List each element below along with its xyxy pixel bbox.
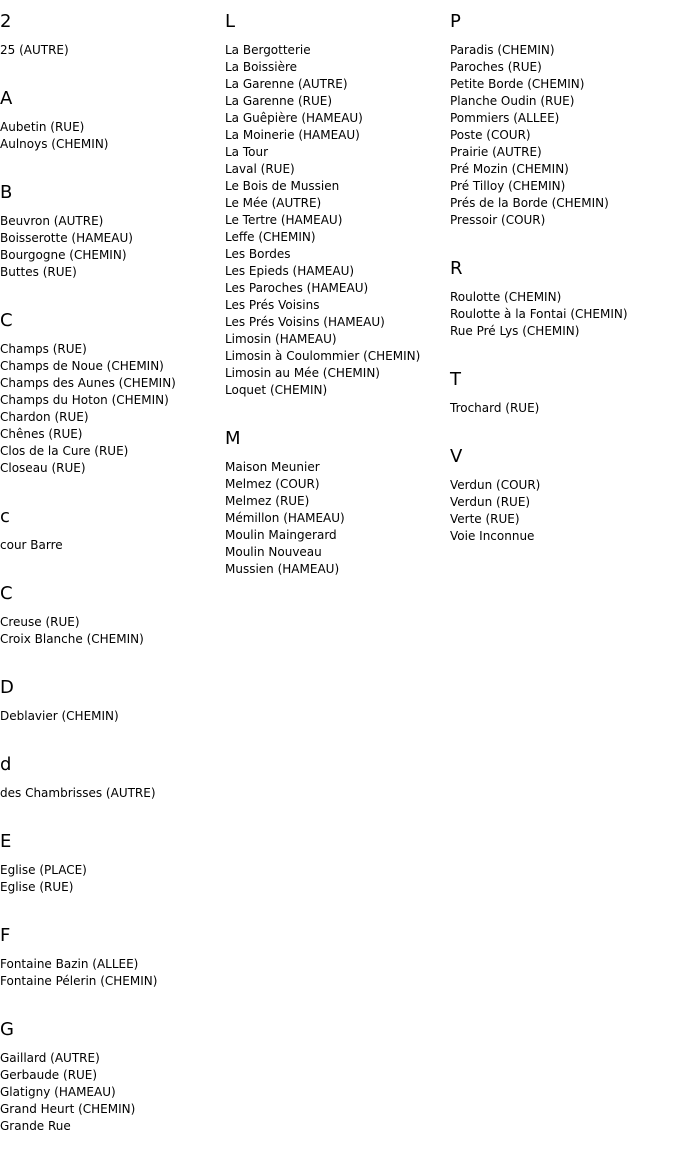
- letter-group: [0, 1019, 225, 1153]
- street-link[interactable]: Chênes (RUE): [0, 427, 83, 441]
- street-link[interactable]: Melmez (RUE): [225, 494, 310, 508]
- index-column-3: [450, 0, 675, 563]
- street-link[interactable]: 25 (AUTRE): [0, 43, 69, 57]
- street-link[interactable]: La Garenne (AUTRE): [225, 77, 348, 91]
- street-link[interactable]: Fontaine Pélerin (CHEMIN): [0, 974, 158, 988]
- street-list: [0, 119, 225, 153]
- group-spacer: [0, 802, 225, 820]
- street-link[interactable]: Petite Borde (CHEMIN): [450, 77, 585, 91]
- group-spacer: [450, 417, 675, 435]
- index-column-1: [0, 0, 225, 1153]
- letter-group: [0, 182, 225, 299]
- street-list: [0, 341, 225, 477]
- street-link[interactable]: Grand Heurt (CHEMIN): [0, 1102, 136, 1116]
- street-link[interactable]: Roulotte à la Fontai (CHEMIN): [450, 307, 628, 321]
- street-link[interactable]: Laval (RUE): [225, 162, 295, 176]
- letter-heading: M: [225, 428, 241, 449]
- street-link[interactable]: Beuvron (AUTRE): [0, 214, 104, 228]
- letter-group: [225, 11, 450, 417]
- street-link[interactable]: Prés de la Borde (CHEMIN): [450, 196, 609, 210]
- index-column-2: [225, 0, 450, 596]
- group-spacer: [450, 545, 675, 563]
- street-list: [450, 289, 675, 340]
- street-list: [0, 785, 225, 802]
- street-link[interactable]: Rue Pré Lys (CHEMIN): [450, 324, 580, 338]
- street-link[interactable]: Verdun (COUR): [450, 478, 541, 492]
- letter-heading: A: [0, 88, 13, 109]
- letter-group: [0, 831, 225, 914]
- street-link[interactable]: Champs de Noue (CHEMIN): [0, 359, 164, 373]
- street-link[interactable]: Pommiers (ALLEE): [450, 111, 560, 125]
- letter-group: [450, 369, 675, 435]
- letter-group: [450, 11, 675, 247]
- letter-group: [0, 925, 225, 1008]
- group-spacer: [0, 896, 225, 914]
- street-link[interactable]: Melmez (COUR): [225, 477, 320, 491]
- street-link[interactable]: Grande Rue: [0, 1119, 71, 1133]
- street-list: [450, 477, 675, 545]
- street-link[interactable]: Deblavier (CHEMIN): [0, 709, 119, 723]
- street-link[interactable]: Planche Oudin (RUE): [450, 94, 575, 108]
- street-link[interactable]: Le Bois de Mussien: [225, 179, 340, 193]
- group-spacer: [225, 578, 450, 596]
- street-link[interactable]: Mémillon (HAMEAU): [225, 511, 345, 525]
- street-list: [0, 42, 225, 59]
- street-link[interactable]: Glatigny (HAMEAU): [0, 1085, 116, 1099]
- street-link[interactable]: Prairie (AUTRE): [450, 145, 542, 159]
- letter-heading: V: [450, 446, 463, 467]
- street-link[interactable]: La Bergotterie: [225, 43, 311, 57]
- street-link[interactable]: Les Bordes: [225, 247, 291, 261]
- letter-group: [0, 88, 225, 171]
- street-link[interactable]: Maison Meunier: [225, 460, 320, 474]
- street-list: [0, 708, 225, 725]
- group-spacer: [0, 59, 225, 77]
- letter-heading: d: [0, 754, 12, 775]
- letter-heading: P: [450, 11, 461, 32]
- group-spacer: [450, 340, 675, 358]
- street-list: [0, 537, 225, 554]
- street-link[interactable]: Pré Mozin (CHEMIN): [450, 162, 569, 176]
- street-link[interactable]: Bourgogne (CHEMIN): [0, 248, 127, 262]
- street-link[interactable]: Champs (RUE): [0, 342, 87, 356]
- letter-group: [450, 258, 675, 358]
- group-spacer: [225, 399, 450, 417]
- street-list: [225, 459, 450, 578]
- letter-group: [0, 583, 225, 666]
- letter-group: [225, 428, 450, 596]
- street-link[interactable]: La Boissière: [225, 60, 298, 74]
- street-list: [0, 1050, 225, 1135]
- letter-heading: C: [0, 583, 13, 604]
- street-link[interactable]: Les Epieds (HAMEAU): [225, 264, 355, 278]
- street-link[interactable]: Voie Inconnue: [450, 529, 535, 543]
- letter-group: [0, 310, 225, 495]
- letter-heading: c: [0, 506, 10, 527]
- street-link[interactable]: des Chambrisses (AUTRE): [0, 786, 156, 800]
- letter-heading: L: [225, 11, 236, 32]
- group-spacer: [0, 477, 225, 495]
- street-link[interactable]: Mussien (HAMEAU): [225, 562, 340, 576]
- group-spacer: [0, 725, 225, 743]
- street-link[interactable]: Limosin à Coulommier (CHEMIN): [225, 349, 421, 363]
- street-list: [450, 42, 675, 229]
- letter-heading: G: [0, 1019, 14, 1040]
- street-link[interactable]: Les Prés Voisins (HAMEAU): [225, 315, 385, 329]
- street-list: [0, 862, 225, 896]
- street-link[interactable]: Champs des Aunes (CHEMIN): [0, 376, 176, 390]
- letter-heading: E: [0, 831, 12, 852]
- letter-heading: T: [450, 369, 461, 390]
- street-link[interactable]: La Guêpière (HAMEAU): [225, 111, 363, 125]
- street-link[interactable]: Verdun (RUE): [450, 495, 531, 509]
- street-link[interactable]: Eglise (RUE): [0, 880, 74, 894]
- group-spacer: [450, 229, 675, 247]
- letter-heading: D: [0, 677, 14, 698]
- street-list: [225, 42, 450, 399]
- street-link[interactable]: Chardon (RUE): [0, 410, 89, 424]
- street-link[interactable]: Roulotte (CHEMIN): [450, 290, 562, 304]
- street-list: [0, 213, 225, 281]
- street-link[interactable]: Limosin (HAMEAU): [225, 332, 337, 346]
- street-link[interactable]: Poste (COUR): [450, 128, 531, 142]
- street-link[interactable]: Leffe (CHEMIN): [225, 230, 316, 244]
- street-link[interactable]: Aubetin (RUE): [0, 120, 85, 134]
- street-link[interactable]: La Garenne (RUE): [225, 94, 333, 108]
- group-spacer: [0, 1135, 225, 1153]
- letter-group: [0, 754, 225, 820]
- street-link[interactable]: Gerbaude (RUE): [0, 1068, 98, 1082]
- group-spacer: [0, 153, 225, 171]
- letter-heading: 2: [0, 11, 12, 32]
- group-spacer: [0, 554, 225, 572]
- street-link[interactable]: Clos de la Cure (RUE): [0, 444, 129, 458]
- street-link[interactable]: La Tour: [225, 145, 269, 159]
- street-link[interactable]: Moulin Maingerard: [225, 528, 337, 542]
- street-list: [0, 614, 225, 648]
- street-link[interactable]: Paradis (CHEMIN): [450, 43, 555, 57]
- street-link[interactable]: Les Prés Voisins: [225, 298, 320, 312]
- street-list: [450, 400, 675, 417]
- street-link[interactable]: Buttes (RUE): [0, 265, 77, 279]
- letter-group: [450, 446, 675, 563]
- letter-group: [0, 11, 225, 77]
- letter-heading: C: [0, 310, 13, 331]
- street-link[interactable]: Eglise (PLACE): [0, 863, 87, 877]
- group-spacer: [0, 281, 225, 299]
- street-link[interactable]: Champs du Hoton (CHEMIN): [0, 393, 169, 407]
- street-link[interactable]: Limosin au Mée (CHEMIN): [225, 366, 380, 380]
- street-link[interactable]: La Moinerie (HAMEAU): [225, 128, 360, 142]
- letter-heading: B: [0, 182, 13, 203]
- group-spacer: [0, 648, 225, 666]
- street-link[interactable]: Aulnoys (CHEMIN): [0, 137, 109, 151]
- street-link[interactable]: Pré Tilloy (CHEMIN): [450, 179, 566, 193]
- street-link[interactable]: Moulin Nouveau: [225, 545, 322, 559]
- letter-group: [0, 677, 225, 743]
- street-link[interactable]: Trochard (RUE): [450, 401, 540, 415]
- street-list: [0, 956, 225, 990]
- street-link[interactable]: Le Mée (AUTRE): [225, 196, 322, 210]
- letter-heading: F: [0, 925, 11, 946]
- group-spacer: [0, 990, 225, 1008]
- street-link[interactable]: Boisserotte (HAMEAU): [0, 231, 133, 245]
- street-link[interactable]: Creuse (RUE): [0, 615, 80, 629]
- street-link[interactable]: Pressoir (COUR): [450, 213, 546, 227]
- street-link[interactable]: Fontaine Bazin (ALLEE): [0, 957, 139, 971]
- street-link[interactable]: Closeau (RUE): [0, 461, 86, 475]
- street-link[interactable]: Le Tertre (HAMEAU): [225, 213, 343, 227]
- street-link[interactable]: Verte (RUE): [450, 512, 520, 526]
- street-link[interactable]: Gaillard (AUTRE): [0, 1051, 100, 1065]
- street-link[interactable]: Paroches (RUE): [450, 60, 542, 74]
- letter-heading: R: [450, 258, 463, 279]
- letter-group: [0, 506, 225, 572]
- street-link[interactable]: Les Paroches (HAMEAU): [225, 281, 369, 295]
- street-link[interactable]: Loquet (CHEMIN): [225, 383, 328, 397]
- street-link[interactable]: cour Barre: [0, 538, 63, 552]
- street-link[interactable]: Croix Blanche (CHEMIN): [0, 632, 144, 646]
